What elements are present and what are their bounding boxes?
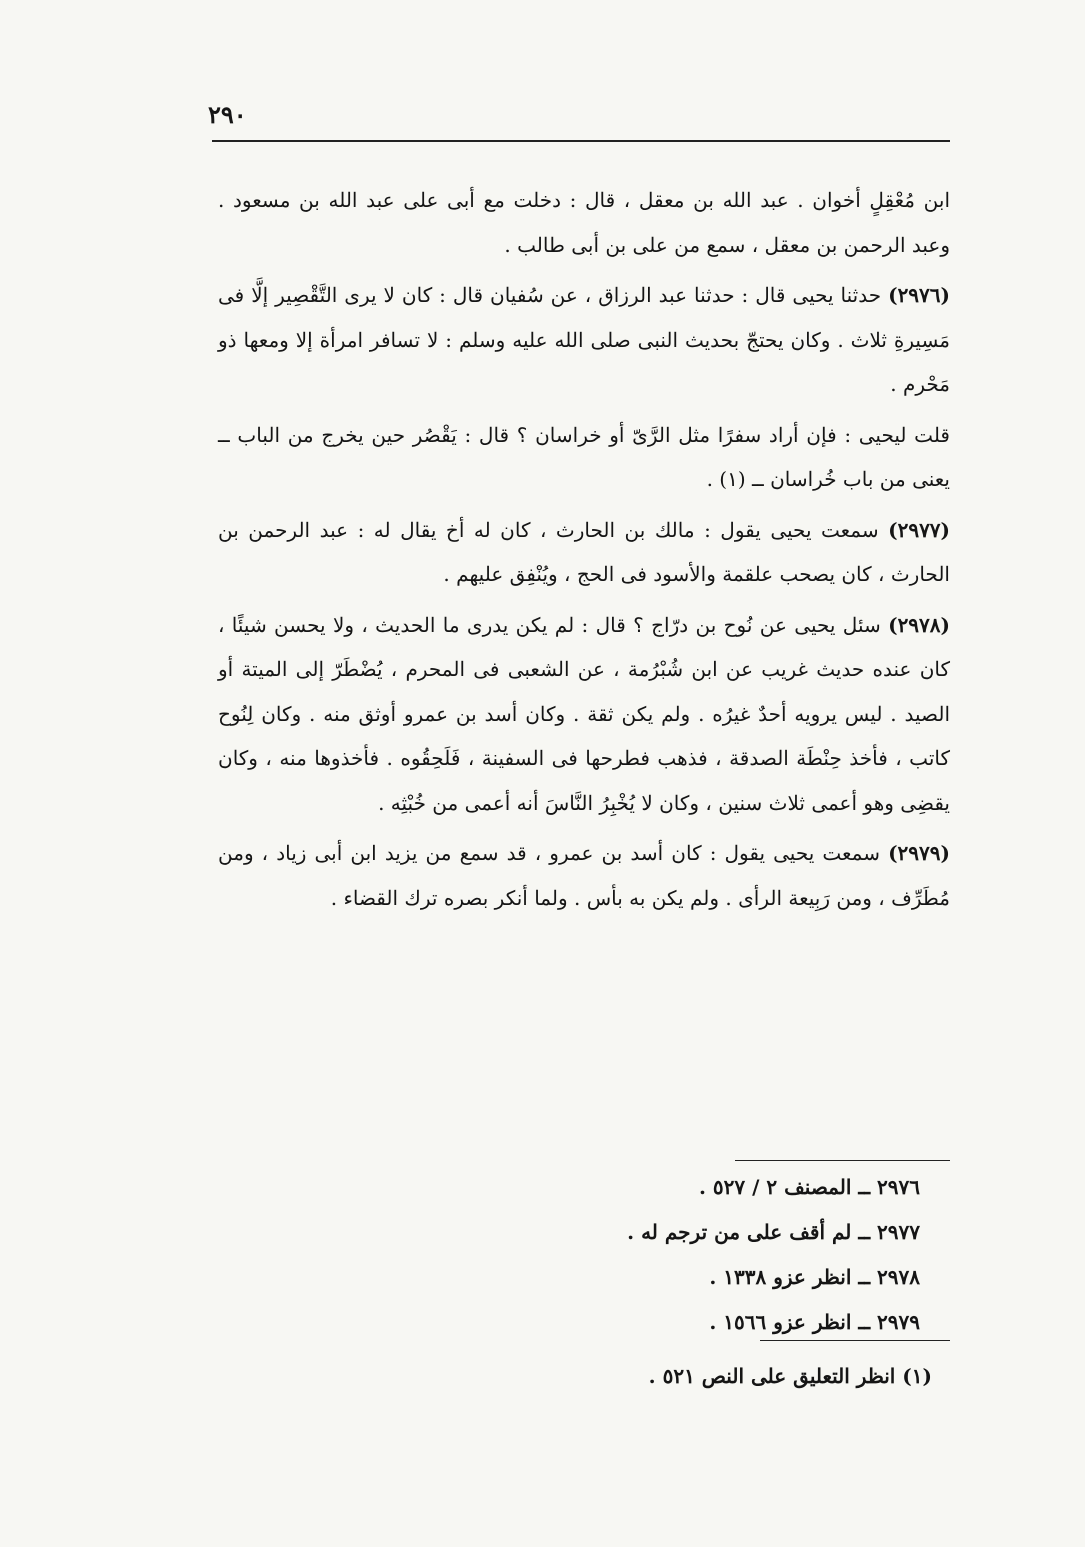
main-text [218,178,950,926]
note-item: ٢٩٧٧ ــ لم أقف على من ترجم له . [627,1220,920,1244]
line: سئل يحيى عن نُوح بن درّاج ؟ قال : لم يكن يدرى ما الحديث ، [361,612,881,637]
note-item: ٢٩٧٩ ــ انظر عزو ١٥٦٦ . [709,1310,920,1334]
line: ابن مُعْقِلٍ أخوان . عبد الله بن معقل ، قال : دخلت مع أبى على عبد الله بن مسعود . [218,188,950,212]
header-rule [212,140,950,142]
entry-number: (٢٩٧٧) [888,517,951,542]
line: عليه وسلم : لا تسافر امرأة إلا ومعها ذو مَحْرم . [218,327,950,396]
note-item: ٢٩٧٨ ــ انظر عزو ١٣٣٨ . [709,1265,920,1289]
paragraph-question [218,413,950,502]
entry-number: (٢٩٧٨) [888,612,950,637]
line: أعمى ثلاث سنين ، وكان لا يُخْبِرُ النَّاسَ أنه أعمى من خُبْثِه . [378,790,858,815]
line: سمعت يحيى يقول : مالك بن الحارث ، كان له أخ يقال [400,517,879,542]
line: حين يخرج من الباب ــ يعنى من باب خُراسان ــ (١) . [218,422,950,491]
line: ابن أبى زياد ، ومن مُطَرِّف ، ومن رَبِيعة الرأى . ولم يكن به بأس . ولما أنكر [218,841,950,910]
line: لا يرى التَّقْصِير إلَّا فى مَسِيرةِ ثلاث . وكان يحتجّ بحديث النبى صلى الله [218,283,950,352]
line: سمعت يحيى يقول : كان أسد بن عمرو ، قد سمع من يزيد [384,841,880,865]
source-notes [500,1165,920,1345]
line: وعبد الرحمن بن معقل ، سمع من على بن أبى طالب . [504,232,950,257]
line: بصره ترك القضاء . [330,885,489,910]
entry-2978 [218,603,950,826]
footnote-divider [760,1340,950,1341]
entry-2976 [218,273,950,407]
entry-2977 [218,508,950,597]
footnote: (١) انظر التعليق على النص ٥٢١ . [648,1364,932,1388]
line: فذهب فطرحها فى السفينة ، فَلَحِقُوه . فأخذوها منه ، وكان يقضِى وهو [218,746,950,815]
line: له : عبد الرحمن بن الحارث ، كان يصحب علقمة والأسود فى الحج ، ويُنْفِق [218,517,950,586]
line: وكان أسد بن عمرو أوثق منه . وكان لِنُوح كاتب ، فأخذ حِنْطَة الصدقة ، [218,701,950,770]
line: قلت ليحيى : فإن أراد سفرًا مثل الرَّىّ أو خراسان ؟ قال : يَقْصُر [412,422,950,447]
line: فى المحرم ، يُضْطَرّ إلى الميتة أو الصيد . ليس يرويه أحدٌ غيرُه . ولم يكن ثقة . [218,657,950,726]
entry-number: (٢٩٧٦) [888,283,950,307]
note-item: ٢٩٧٦ ــ المصنف ٢ / ٥٢٧ . [698,1175,920,1199]
line: ولا يحسن شيئًا ، كان عنده حديث غريب عن ابن شُبْرُمة ، عن الشعبى [218,612,950,681]
page-number: ٢٩٠ [208,100,247,129]
entry-2979 [218,831,950,920]
notes-divider [735,1160,950,1161]
line: عليهم . [443,562,504,586]
entry-number: (٢٩٧٩) [888,841,950,865]
line: حدثنا يحيى قال : حدثنا عبد الرزاق ، عن سُفيان قال : كان [401,283,882,307]
paragraph-intro [218,178,950,267]
